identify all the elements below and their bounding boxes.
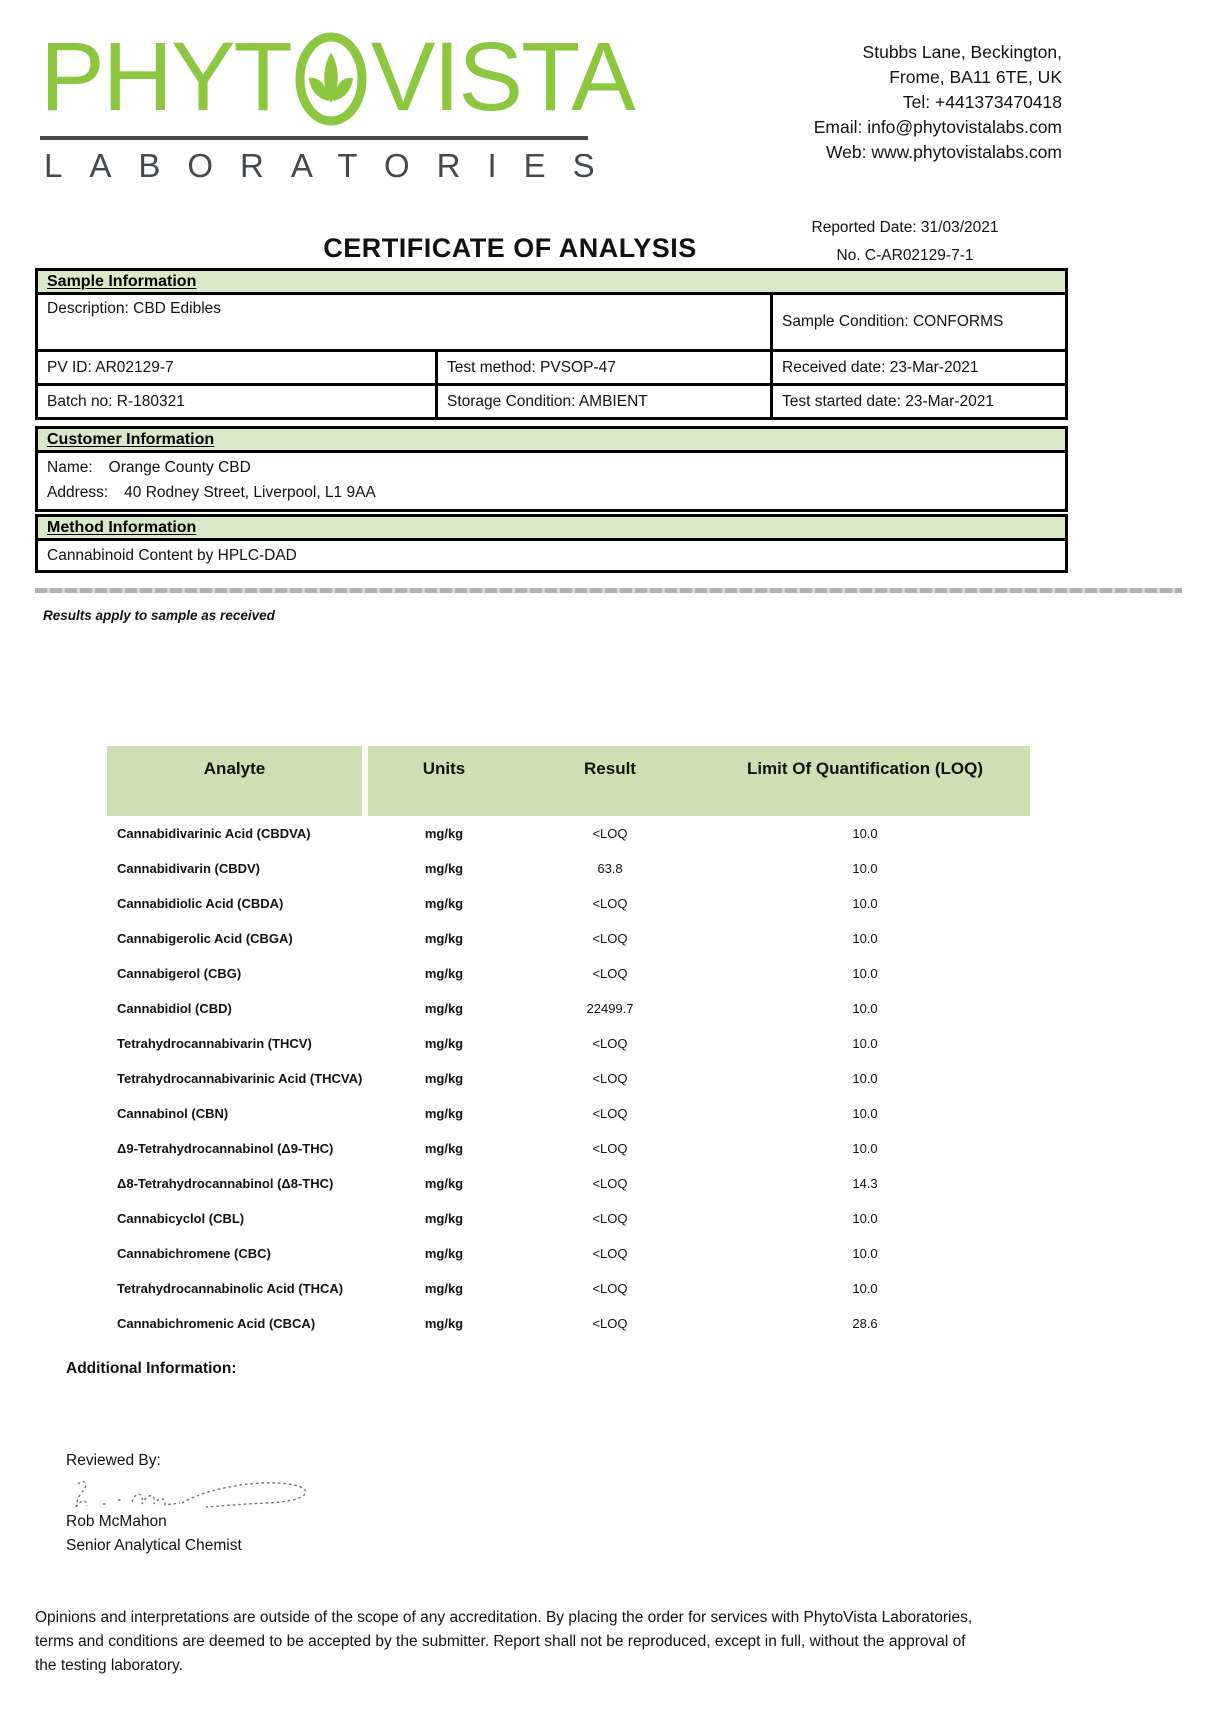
results-note: Results apply to sample as received	[43, 608, 275, 623]
cell-analyte: Cannabicyclol (CBL)	[117, 1211, 245, 1226]
cell-units: mg/kg	[424, 1036, 464, 1051]
logo-word-left: PHYT	[40, 21, 291, 131]
cell-loq: 10.0	[852, 966, 878, 981]
cell-units: mg/kg	[424, 1246, 464, 1261]
sample-information-section	[35, 268, 1068, 420]
table-row	[107, 1026, 1030, 1061]
cell-loq: 10.0	[852, 826, 878, 841]
cell-analyte: Cannabichromenic Acid (CBCA)	[117, 1316, 316, 1331]
section-title-method: Method Information	[38, 517, 1065, 538]
cell-analyte: Δ8-Tetrahydrocannabinol (Δ8-THC)	[117, 1176, 334, 1191]
cell-analyte: Cannabidiol (CBD)	[117, 1001, 232, 1016]
sample-condition-field: Sample Condition: CONFORMS	[773, 295, 1065, 349]
footer-disclaimer	[35, 1606, 1193, 1678]
reviewer-name: Rob McMahon	[66, 1513, 167, 1530]
cell-loq: 28.6	[852, 1316, 878, 1331]
reviewer-role: Senior Analytical Chemist	[66, 1537, 242, 1554]
section-title-customer: Customer Information	[38, 429, 1065, 450]
table-row	[107, 1131, 1030, 1166]
cell-units: mg/kg	[424, 1281, 464, 1296]
reviewer-block	[66, 1510, 242, 1558]
batch-no-field: Batch no: R-180321	[38, 386, 435, 417]
cell-result: <LOQ	[592, 1176, 628, 1191]
table-row	[107, 991, 1030, 1026]
cell-units: mg/kg	[424, 861, 464, 876]
logo-divider	[40, 136, 588, 140]
results-divider	[35, 588, 1182, 593]
cell-units: mg/kg	[424, 1071, 464, 1086]
received-date-field: Received date: 23-Mar-2021	[773, 352, 1065, 383]
method-field: Cannabinoid Content by HPLC-DAD	[38, 541, 1065, 570]
table-row	[107, 1096, 1030, 1131]
cell-result: 63.8	[597, 861, 623, 876]
reported-date: Reported Date: 31/03/2021	[811, 219, 999, 236]
cell-units: mg/kg	[424, 1001, 464, 1016]
customer-address-field	[47, 484, 1065, 502]
table-row	[107, 1201, 1030, 1236]
cell-result: 22499.7	[586, 1001, 634, 1016]
reviewed-by-label: Reviewed By:	[66, 1452, 161, 1469]
cell-loq: 10.0	[852, 931, 878, 946]
cell-loq: 14.3	[852, 1176, 878, 1191]
customer-name-field	[47, 459, 1065, 477]
phytovista-logo	[40, 21, 634, 185]
column-header-loq: Limit Of Quantification (LOQ)	[700, 746, 1030, 816]
cell-result: <LOQ	[592, 1106, 628, 1121]
cell-result: <LOQ	[592, 966, 628, 981]
cell-analyte: Tetrahydrocannabinolic Acid (THCA)	[117, 1281, 344, 1296]
cell-result: <LOQ	[592, 1281, 628, 1296]
cell-loq: 10.0	[852, 1036, 878, 1051]
cell-result: <LOQ	[592, 1071, 628, 1086]
cell-result: <LOQ	[592, 896, 628, 911]
contact-line: Web: www.phytovistalabs.com	[825, 142, 1062, 162]
results-table	[107, 746, 1030, 1341]
cell-units: mg/kg	[424, 1106, 464, 1121]
cell-analyte: Tetrahydrocannabivarinic Acid (THCVA)	[117, 1071, 363, 1086]
table-row	[107, 851, 1030, 886]
cell-units: mg/kg	[424, 1176, 464, 1191]
cell-loq: 10.0	[852, 1281, 878, 1296]
cell-result: <LOQ	[592, 1211, 628, 1226]
cell-units: mg/kg	[424, 1141, 464, 1156]
disclaimer-line: Opinions and interpretations are outside of the scope of any accreditation. By placing the order for services with PhytoVista Laboratories,	[35, 1609, 973, 1626]
cell-units: mg/kg	[424, 1211, 464, 1226]
contact-line: Email: info@phytovistalabs.com	[813, 117, 1062, 137]
cell-loq: 10.0	[852, 1106, 878, 1121]
cell-loq: 10.0	[852, 896, 878, 911]
test-started-field: Test started date: 23-Mar-2021	[773, 386, 1065, 417]
contact-line: Stubbs Lane, Beckington,	[862, 42, 1062, 62]
table-row	[107, 956, 1030, 991]
description-field: Description: CBD Edibles	[38, 295, 770, 349]
cell-units: mg/kg	[424, 896, 464, 911]
customer-information-section	[35, 426, 1068, 512]
disclaimer-line: terms and conditions are deemed to be accepted by the submitter. Report shall not be reproduced, except in full, without the approval of	[35, 1633, 966, 1650]
cell-result: <LOQ	[592, 826, 628, 841]
customer-name-label: Name:	[47, 459, 93, 476]
cell-loq: 10.0	[852, 861, 878, 876]
table-header-row	[107, 746, 1030, 816]
cell-analyte: Tetrahydrocannabivarin (THCV)	[117, 1036, 312, 1051]
cell-loq: 10.0	[852, 1246, 878, 1261]
cell-units: mg/kg	[424, 826, 464, 841]
cell-units: mg/kg	[424, 966, 464, 981]
cell-result: <LOQ	[592, 1316, 628, 1331]
cell-result: <LOQ	[592, 931, 628, 946]
column-header-analyte: Analyte	[107, 746, 368, 816]
cell-analyte: Cannabigerol (CBG)	[117, 966, 242, 981]
report-meta	[775, 214, 1035, 270]
cell-loq: 10.0	[852, 1001, 878, 1016]
customer-name-value: Orange County CBD	[108, 459, 251, 476]
table-row	[107, 886, 1030, 921]
page-title: CERTIFICATE OF ANALYSIS	[323, 233, 697, 263]
cell-units: mg/kg	[424, 1316, 464, 1331]
cell-analyte: Cannabidiolic Acid (CBDA)	[117, 896, 284, 911]
table-row	[107, 1306, 1030, 1341]
customer-address-value: 40 Rodney Street, Liverpool, L1 9AA	[124, 484, 376, 501]
table-row	[107, 921, 1030, 956]
table-row	[107, 816, 1030, 851]
test-method-field: Test method: PVSOP-47	[438, 352, 770, 383]
certificate-number: No. C-AR02129-7-1	[836, 247, 974, 264]
cell-analyte: Cannabinol (CBN)	[117, 1106, 229, 1121]
cell-analyte: Cannabidivarinic Acid (CBDVA)	[117, 826, 311, 841]
section-title-sample: Sample Information	[38, 271, 1065, 292]
cell-analyte: Cannabidivarin (CBDV)	[117, 861, 261, 876]
lab-contact	[814, 40, 1062, 165]
cell-analyte: Cannabigerolic Acid (CBGA)	[117, 931, 293, 946]
column-header-units: Units	[368, 746, 520, 816]
pv-id-field: PV ID: AR02129-7	[38, 352, 435, 383]
table-row	[107, 1236, 1030, 1271]
cell-loq: 10.0	[852, 1211, 878, 1226]
contact-line: Tel: +441373470418	[902, 92, 1062, 112]
cell-loq: 10.0	[852, 1141, 878, 1156]
contact-line: Frome, BA11 6TE, UK	[889, 67, 1062, 87]
table-row	[107, 1061, 1030, 1096]
logo-wordmark	[40, 21, 634, 131]
cell-result: <LOQ	[592, 1036, 628, 1051]
table-row	[107, 1166, 1030, 1201]
column-header-result: Result	[520, 746, 700, 816]
method-information-section	[35, 514, 1068, 573]
cell-analyte: Δ9-Tetrahydrocannabinol (Δ9-THC)	[117, 1141, 334, 1156]
cell-loq: 10.0	[852, 1071, 878, 1086]
cell-analyte: Cannabichromene (CBC)	[117, 1246, 271, 1261]
cell-result: <LOQ	[592, 1141, 628, 1156]
disclaimer-line: the testing laboratory.	[35, 1657, 183, 1674]
logo-subtitle: LABORATORIES	[44, 147, 622, 184]
additional-information-label: Additional Information:	[66, 1360, 237, 1377]
logo-word-right: VISTA	[370, 21, 634, 131]
leaf-o-icon	[293, 31, 369, 127]
cell-units: mg/kg	[424, 931, 464, 946]
table-row	[107, 1271, 1030, 1306]
storage-condition-field: Storage Condition: AMBIENT	[438, 386, 770, 417]
results-table-body	[107, 816, 1030, 1341]
customer-box	[38, 453, 1065, 509]
cell-result: <LOQ	[592, 1246, 628, 1261]
customer-address-label: Address:	[47, 484, 109, 501]
